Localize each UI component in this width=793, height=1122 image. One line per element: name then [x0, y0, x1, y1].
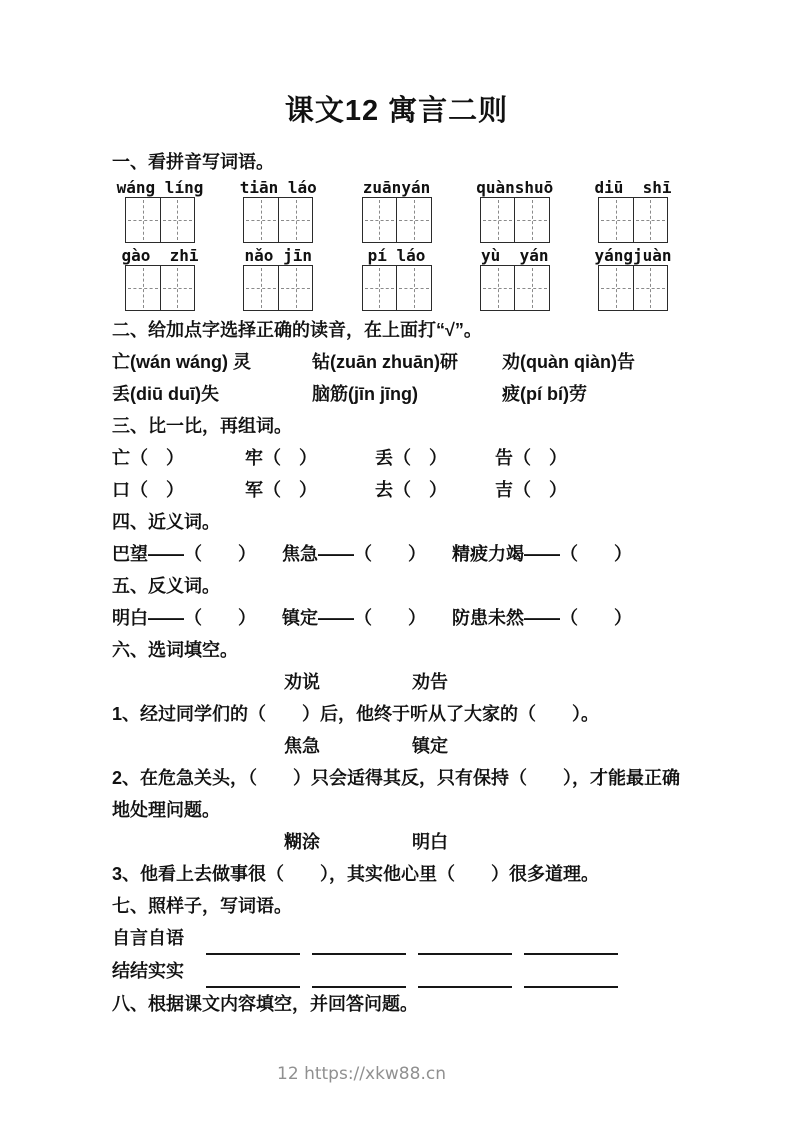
fill-sentence: 3、他看上去做事很（ ），其实他心里（ ）很多道理。	[112, 864, 600, 884]
pinyin-word-group	[349, 246, 445, 311]
section-8-heading: 八、根据课文内容填空，并回答问题。	[112, 994, 418, 1014]
synonym-item: 精疲力竭——（ ）	[452, 544, 632, 564]
word-form-item: 口（ ）	[112, 480, 184, 500]
pinyin-label: yù yán	[481, 246, 549, 265]
grid-cell[interactable]	[160, 198, 195, 242]
pinyin-label: zuānyán	[362, 178, 431, 197]
pronunciation-row	[112, 378, 681, 410]
section-4-heading: 四、近义词。	[112, 512, 220, 532]
pinyin-word-group	[349, 178, 445, 243]
grid-cell[interactable]	[599, 266, 633, 310]
synonym-item: 焦急——（ ）	[282, 544, 426, 564]
pinyin-word-group	[112, 178, 208, 243]
page-footer: 12 https://xkw88.cn	[277, 1064, 446, 1084]
writing-grid[interactable]	[362, 197, 432, 243]
writing-grid[interactable]	[598, 197, 668, 243]
grid-cell[interactable]	[126, 198, 160, 242]
pinyin-word-group	[230, 246, 326, 311]
section-synonyms	[112, 506, 681, 570]
writing-grid[interactable]	[243, 197, 313, 243]
writing-grid[interactable]	[125, 265, 195, 311]
option-word: 糊涂	[284, 832, 320, 852]
synonym-item: 巴望——（ ）	[112, 544, 256, 564]
pinyin-label: quànshuō	[476, 178, 554, 197]
section-pinyin	[112, 146, 681, 311]
section-compare-words	[112, 410, 681, 506]
writing-grid[interactable]	[362, 265, 432, 311]
pronunciation-item: 丢(diū duī)失	[112, 384, 219, 404]
pinyin-word-group	[112, 246, 208, 311]
antonym-item: 镇定——（ ）	[282, 608, 426, 628]
pinyin-label: yángjuàn	[594, 246, 672, 265]
grid-cell[interactable]	[160, 266, 195, 310]
antonym-item: 明白——（ ）	[112, 608, 256, 628]
option-word: 劝告	[412, 672, 448, 692]
pinyin-word-group	[467, 178, 563, 243]
grid-cell[interactable]	[396, 198, 431, 242]
section-word-pattern	[112, 890, 681, 988]
section-2-heading: 二、给加点字选择正确的读音，在上面打“√”。	[112, 320, 482, 340]
answer-blank[interactable]	[418, 931, 512, 955]
word-form-item: 吉（ ）	[495, 480, 567, 500]
pronunciation-row	[112, 346, 681, 378]
answer-blank[interactable]	[206, 931, 300, 955]
answer-blank[interactable]	[206, 964, 300, 988]
section-6-heading: 六、选词填空。	[112, 640, 238, 660]
pinyin-word-group	[467, 246, 563, 311]
example-word: 结结实实	[112, 961, 184, 981]
word-form-item: 丢（ ）	[375, 448, 447, 468]
pinyin-label: tiān láo	[239, 178, 317, 197]
antonym-item: 防患未然——（ ）	[452, 608, 632, 628]
grid-cell[interactable]	[633, 266, 668, 310]
word-form-row	[112, 442, 681, 474]
writing-grid[interactable]	[125, 197, 195, 243]
pattern-row	[112, 955, 681, 988]
grid-cell[interactable]	[278, 266, 313, 310]
pinyin-label: gào zhī	[121, 246, 199, 265]
writing-grid[interactable]	[480, 265, 550, 311]
pinyin-label: diū shī	[594, 178, 672, 197]
word-form-item: 牢（ ）	[245, 448, 317, 468]
answer-blank[interactable]	[312, 931, 406, 955]
pronunciation-item: 疲(pí bí)劳	[502, 384, 587, 404]
pinyin-word-group	[585, 178, 681, 243]
section-pronunciation	[112, 314, 681, 410]
section-antonyms	[112, 570, 681, 634]
grid-cell[interactable]	[514, 198, 549, 242]
grid-cell[interactable]	[633, 198, 668, 242]
word-form-item: 亡（ ）	[112, 448, 184, 468]
pronunciation-item: 钻(zuān zhuān)研	[312, 352, 458, 372]
grid-cell[interactable]	[599, 198, 633, 242]
answer-blank[interactable]	[524, 931, 618, 955]
pinyin-row-1	[112, 178, 681, 243]
page-title: 课文12 寓言二则	[284, 95, 509, 127]
answer-blank[interactable]	[524, 964, 618, 988]
grid-cell[interactable]	[396, 266, 431, 310]
pinyin-label: pí láo	[367, 246, 426, 265]
section-1-heading: 一、看拼音写词语。	[112, 152, 274, 172]
grid-cell[interactable]	[126, 266, 160, 310]
pronunciation-item: 劝(quàn qiàn)告	[502, 352, 635, 372]
word-form-item: 告（ ）	[495, 448, 567, 468]
grid-cell[interactable]	[481, 198, 515, 242]
word-form-item: 军（ ）	[245, 480, 317, 500]
section-text-fill	[112, 988, 681, 1020]
word-options	[112, 666, 681, 698]
pattern-row	[112, 922, 681, 955]
section-3-heading: 三、比一比，再组词。	[112, 416, 292, 436]
option-word: 焦急	[284, 736, 320, 756]
fill-sentence: 2、在危急关头，（ ）只会适得其反，只有保持（ ），才能最正确地处理问题。	[112, 768, 681, 820]
answer-blank[interactable]	[418, 964, 512, 988]
section-5-heading: 五、反义词。	[112, 576, 220, 596]
section-fill-in-choice	[112, 634, 681, 890]
grid-cell[interactable]	[363, 266, 397, 310]
grid-cell[interactable]	[481, 266, 515, 310]
synonym-row	[112, 538, 681, 570]
writing-grid[interactable]	[243, 265, 313, 311]
pronunciation-item: 脑筋(jīn jīng)	[312, 384, 418, 404]
grid-cell[interactable]	[244, 266, 278, 310]
pinyin-label: wáng líng	[116, 178, 204, 197]
antonym-row	[112, 602, 681, 634]
fill-sentence: 1、经过同学们的（ ）后，他终于听从了大家的（ ）。	[112, 704, 600, 724]
option-word: 镇定	[412, 736, 448, 756]
writing-grid[interactable]	[480, 197, 550, 243]
pinyin-label: nǎo jīn	[244, 246, 312, 265]
option-word: 明白	[412, 832, 448, 852]
word-options	[112, 730, 681, 762]
grid-cell[interactable]	[278, 198, 313, 242]
example-word: 自言自语	[112, 928, 184, 948]
pinyin-row-2	[112, 246, 681, 311]
pinyin-word-group	[230, 178, 326, 243]
pinyin-word-group	[585, 246, 681, 311]
answer-blank[interactable]	[312, 964, 406, 988]
grid-cell[interactable]	[244, 198, 278, 242]
word-options	[112, 826, 681, 858]
section-7-heading: 七、照样子，写词语。	[112, 896, 292, 916]
grid-cell[interactable]	[514, 266, 549, 310]
grid-cell[interactable]	[363, 198, 397, 242]
word-form-row	[112, 474, 681, 506]
pronunciation-item: 亡(wán wáng) 灵	[112, 352, 251, 372]
option-word: 劝说	[284, 672, 320, 692]
word-form-item: 去（ ）	[375, 480, 447, 500]
writing-grid[interactable]	[598, 265, 668, 311]
